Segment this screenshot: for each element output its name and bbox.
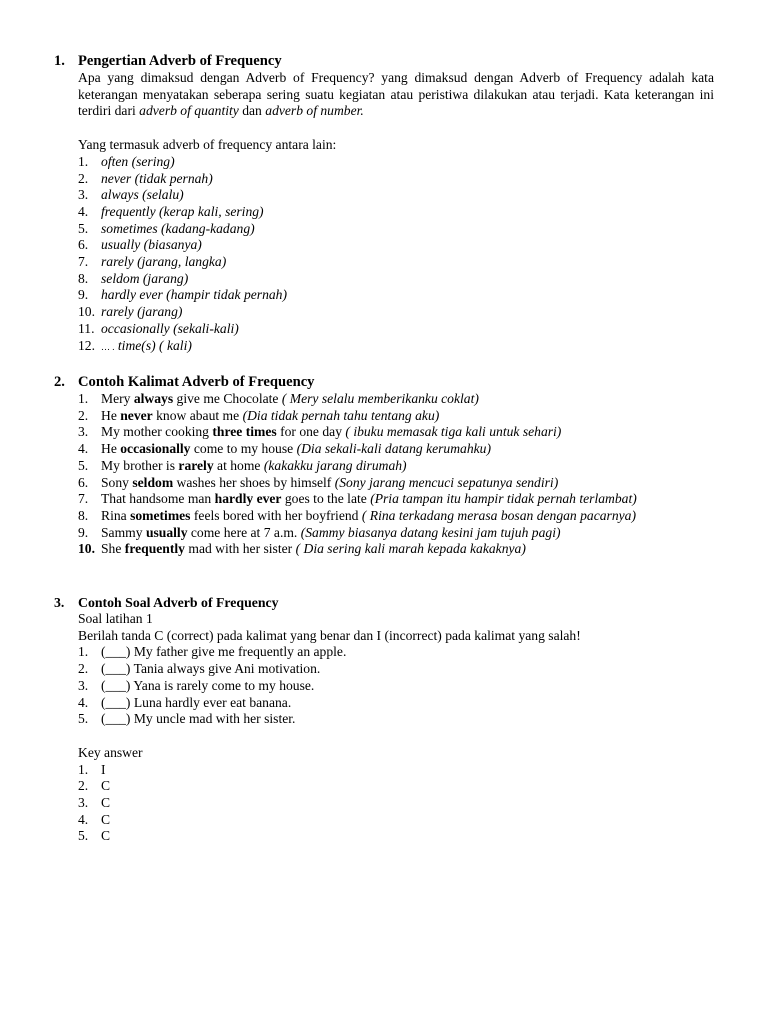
list-number: 6. xyxy=(78,237,89,253)
list-item xyxy=(78,221,714,238)
example-sentence xyxy=(78,541,714,558)
section-pengertian xyxy=(54,53,714,355)
sentence-translation: ( Mery selalu memberikanku coklat) xyxy=(281,391,479,406)
list-number: 7. xyxy=(78,254,89,270)
example-sentence xyxy=(78,408,714,425)
list-number: 3. xyxy=(78,677,89,693)
paragraph-term: adverb of number. xyxy=(265,103,364,119)
list-number: 1. xyxy=(78,153,89,169)
sentence-part: goes to the late xyxy=(281,491,371,507)
list-text: rarely (jarang, langka) xyxy=(101,254,227,270)
list-number: 1. xyxy=(78,761,89,777)
list-item xyxy=(78,304,714,321)
section-number: 3. xyxy=(54,595,65,610)
sentence-translation: (kakakku jarang dirumah) xyxy=(263,457,407,473)
answer-item xyxy=(78,778,714,795)
list-number: 2. xyxy=(78,661,89,677)
sentence-part: mad with her sister xyxy=(184,541,296,557)
list-text: occasionally (sekali-kali) xyxy=(101,320,239,336)
sentence-translation: ( ibuku memasak tiga kali untuk sehari) xyxy=(345,424,562,440)
list-number: 5. xyxy=(78,220,89,236)
section-heading xyxy=(54,594,714,611)
sentence-text xyxy=(101,391,714,408)
list-number: 1. xyxy=(78,644,89,660)
paragraph-term: adverb of quantity xyxy=(139,103,239,119)
sentence-part: know abaut me xyxy=(152,407,243,423)
sentence-part: He xyxy=(101,407,121,423)
adverb-highlight: occasionally xyxy=(120,441,191,457)
sentence-part: at home xyxy=(213,457,264,473)
list-number: 4. xyxy=(78,441,89,457)
answer-list xyxy=(78,762,714,846)
list-text: time(s) ( kali) xyxy=(114,337,192,353)
sentence-text xyxy=(101,541,714,558)
sentence-text xyxy=(101,458,714,475)
list-text: never (tidak pernah) xyxy=(101,170,213,186)
list-number: 4. xyxy=(78,203,89,219)
answer-item xyxy=(78,762,714,779)
sentence-translation: (Pria tampan itu hampir tidak pernah terlambat) xyxy=(370,491,637,507)
sentence-translation: (Sony jarang mencuci sepatunya sendiri) xyxy=(334,474,559,490)
question-item xyxy=(78,678,714,695)
section-title: Contoh Kalimat Adverb of Frequency xyxy=(78,374,315,390)
list-number: 10. xyxy=(78,541,95,557)
section-contoh-soal xyxy=(54,594,714,845)
sentence-part: Mery xyxy=(101,391,134,406)
answer-text: C xyxy=(101,811,111,827)
list-number: 5. xyxy=(78,711,89,727)
answer-text: I xyxy=(101,761,106,777)
sentence-text xyxy=(101,525,714,542)
section-number: 2. xyxy=(54,374,65,390)
answer-item xyxy=(78,795,714,812)
question-text: (___) Yana is rarely come to my house. xyxy=(101,677,315,693)
sentence-part: give me Chocolate xyxy=(173,391,282,406)
list-number: 3. xyxy=(78,187,89,203)
list-number: 7. xyxy=(78,491,89,507)
section-heading xyxy=(54,374,714,391)
list-number: 11. xyxy=(78,320,95,336)
sentence-text xyxy=(101,491,714,508)
adverb-highlight: usually xyxy=(145,524,188,540)
section-title: Pengertian Adverb of Frequency xyxy=(78,53,282,69)
example-sentence xyxy=(78,491,714,508)
sentence-part: washes her shoes by himself xyxy=(173,474,335,490)
question-text: (___) Tania always give Ani motivation. xyxy=(101,661,321,677)
answer-text: C xyxy=(101,795,111,811)
sentence-part: come to my house xyxy=(190,441,297,457)
list-number: 9. xyxy=(78,524,89,540)
example-sentence xyxy=(78,441,714,458)
list-number: 4. xyxy=(78,811,89,827)
sentence-part: for one day xyxy=(276,424,346,440)
adverb-highlight: never xyxy=(120,407,153,423)
example-sentence xyxy=(78,458,714,475)
list-item xyxy=(78,254,714,271)
adverb-highlight: frequently xyxy=(124,541,185,557)
sentence-part: Sammy xyxy=(101,524,146,540)
sentence-translation: (Sammy biasanya datang kesini jam tujuh pagi) xyxy=(300,524,561,540)
example-sentence xyxy=(78,391,714,408)
example-sentence xyxy=(78,424,714,441)
adverb-list xyxy=(78,154,714,338)
sentence-part: He xyxy=(101,441,121,457)
example-sentence xyxy=(78,525,714,542)
sentence-translation: ( Rina terkadang merasa bosan dengan pacarnya) xyxy=(361,507,636,523)
sentence-text xyxy=(101,424,714,441)
list-item xyxy=(78,154,714,171)
sentence-part: She xyxy=(101,541,125,557)
sentence-text xyxy=(101,408,714,425)
adverb-highlight: rarely xyxy=(178,457,214,473)
list-number: 10. xyxy=(78,304,95,320)
list-item xyxy=(78,338,714,356)
question-item xyxy=(78,711,714,728)
list-text: sometimes (kadang-kadang) xyxy=(101,220,255,236)
example-sentence xyxy=(78,508,714,525)
sentence-translation: ( Dia sering kali marah kepada kakaknya) xyxy=(295,541,526,557)
sentence-text xyxy=(101,441,714,458)
section-title: Contoh Soal Adverb of Frequency xyxy=(78,595,279,610)
answer-item xyxy=(78,828,714,845)
sentence-part: My mother cooking xyxy=(101,424,213,440)
list-item xyxy=(78,287,714,304)
answer-text: C xyxy=(101,828,111,844)
sentence-translation: (Dia sekali-kali datang kerumahku) xyxy=(296,441,491,457)
sentence-part: come here at 7 a.m. xyxy=(187,524,301,540)
question-list xyxy=(78,644,714,728)
sentence-part: Sony xyxy=(101,474,133,490)
adverb-highlight: always xyxy=(133,391,174,406)
list-item xyxy=(78,204,714,221)
list-number: 4. xyxy=(78,694,89,710)
list-text: frequently (kerap kali, sering) xyxy=(101,203,264,219)
example-sentence xyxy=(78,475,714,492)
exercise-subtitle: Soal latihan 1 xyxy=(78,611,153,626)
list-number: 2. xyxy=(78,407,89,423)
list-dots: … . xyxy=(101,341,115,352)
section-heading xyxy=(54,53,714,70)
list-number: 8. xyxy=(78,270,89,286)
list-item xyxy=(78,171,714,188)
question-item xyxy=(78,695,714,712)
adverb-highlight: sometimes xyxy=(130,507,191,523)
list-number: 3. xyxy=(78,795,89,811)
sentence-translation: (Dia tidak pernah tahu tentang aku) xyxy=(242,407,440,423)
list-item xyxy=(78,237,714,254)
answer-item xyxy=(78,812,714,829)
list-number: 6. xyxy=(78,474,89,490)
example-sentence-list xyxy=(78,391,714,558)
paragraph-text: Apa yang dimaksud dengan Adverb of Frequency? yang dimaksud dengan Adverb of Frequency adalah kata keterangan menyatakan seberapa sering suatu kegiatan atau peristiwa dilakukan atau terjadi. Kata keterangan ini terdiri dari xyxy=(78,70,714,119)
question-text: (___) My father give me frequently an apple. xyxy=(101,644,347,660)
key-answer-title: Key answer xyxy=(78,744,143,760)
sentence-text xyxy=(101,508,714,525)
exercise-instruction: Berilah tanda C (correct) pada kalimat yang benar dan I (incorrect) pada kalimat yang salah! xyxy=(78,627,581,643)
list-text: seldom (jarang) xyxy=(101,270,189,286)
sentence-part: That handsome man xyxy=(101,491,215,507)
list-number: 9. xyxy=(78,287,89,303)
adverb-highlight: seldom xyxy=(132,474,174,490)
question-item xyxy=(78,661,714,678)
sentence-part: My brother is xyxy=(101,457,179,473)
question-text: (___) Luna hardly ever eat banana. xyxy=(101,694,292,710)
adverb-highlight: three times xyxy=(212,424,277,440)
answer-text: C xyxy=(101,778,111,794)
sentence-text xyxy=(101,475,714,492)
list-number: 5. xyxy=(78,828,89,844)
section-contoh-kalimat xyxy=(54,374,714,558)
list-text: hardly ever (hampir tidak pernah) xyxy=(101,287,287,303)
question-item xyxy=(78,644,714,661)
sentence-part: Rina xyxy=(101,507,131,523)
paragraph-text: dan xyxy=(238,103,266,119)
list-number: 2. xyxy=(78,778,89,794)
list-number: 2. xyxy=(78,170,89,186)
list-text: often (sering) xyxy=(101,153,175,169)
question-text: (___) My uncle mad with her sister. xyxy=(101,711,296,727)
list-text: always (selalu) xyxy=(101,187,184,203)
list-number: 5. xyxy=(78,457,89,473)
adverb-highlight: hardly ever xyxy=(214,491,282,507)
list-item xyxy=(78,321,714,338)
list-number: 1. xyxy=(78,391,89,406)
list-item xyxy=(78,271,714,288)
list-text: rarely (jarang) xyxy=(101,304,183,320)
list-number: 8. xyxy=(78,507,89,523)
list-text: usually (biasanya) xyxy=(101,237,202,253)
list-number: 3. xyxy=(78,424,89,440)
definition-paragraph xyxy=(78,70,714,120)
sentence-part: feels bored with her boyfriend xyxy=(190,507,362,523)
section-number: 1. xyxy=(54,53,65,69)
list-number: 12. xyxy=(78,337,95,353)
list-intro: Yang termasuk adverb of frequency antara lain: xyxy=(78,137,337,153)
list-item xyxy=(78,187,714,204)
